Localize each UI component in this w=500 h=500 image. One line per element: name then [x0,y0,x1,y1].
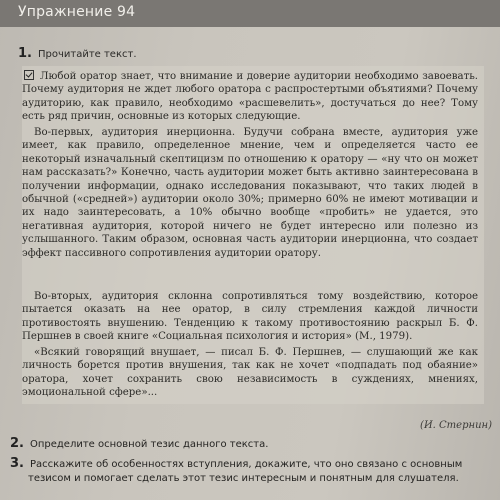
paragraph-1-text: Любой оратор знает, что внимание и доверие аудитории необходимо завоевать. Почему аудитория не ждет любого оратора с распростертыми объятиями? Почему аудиторию, как правило, необходимо «расшевелить», достучаться до нее? Тому есть ряд причин, основные из которых следующие. [22,71,478,123]
exercise-header [0,0,500,27]
task-2-text: Определите основной тезис данного текста. [29,439,269,450]
paragraph-2: Во-первых, аудитория инерционна. Будучи собрана вместе, аудитория уже имеет, как правило, определенное мнение, чем и определяется часто ее некоторый изначальный скептицизм по отношению к оратору — «ну что он может нам рассказать?» Конечно, часть аудитории может быть активно заинтересована в получении информации, однако исследования показывают, что таких людей в обычной («средней») аудитории около 30%; примерно 60% не имеют мотивации и их надо заинтересовать, а 10% обычно вообще «пробить» не удается, это негативная аудитория, которой ничего не будет интересно или полезно из услышанного. Таким образом, основная часть аудитории инерционна, что создает эффект пассивного сопротивления аудитории оратору. [22,127,478,259]
task-3-text-line-1: Расскажите об особенностях вступления, докажите, что оно связано с основным [29,459,463,470]
checkbox-icon [24,70,34,80]
task-3-number: 3. [10,456,24,471]
exercise-title: Упражнение 94 [18,4,136,20]
task-1-text: Прочитайте текст. [37,49,137,60]
task-2-number: 2. [10,436,24,451]
paragraph-1 [22,70,478,124]
task-1-number: 1. [18,46,32,61]
paragraph-4: «Всякий говорящий внушает, — писал Б. Ф. Першнев, — слушающий же как личность борется против внушения, так как не хочет «подпадать под обаяние» оратора, хочет сохранить свою независимость в суждениях, мнениях, эмоциональной сфере»... [22,347,478,399]
author-attribution: (И. Стернин) [420,420,492,431]
paragraph-3: Во-вторых, аудитория склонна сопротивляться тому воздействию, которое пытается оказать на нее оратор, в силу стремления каждой личности противостоять внушению. Тенденцию к такому противостоянию раскрыл Б. Ф. Першнев в своей книге «Социальная психология и история» (М., 1979). [22,291,478,343]
task-1 [18,42,137,61]
task-3 [10,456,490,471]
reading-text-box [22,66,484,404]
task-2 [10,436,490,451]
task-3-text-line-2: тезисом и помогает сделать этот тезис интересным и понятным для слушателя. [28,473,459,484]
